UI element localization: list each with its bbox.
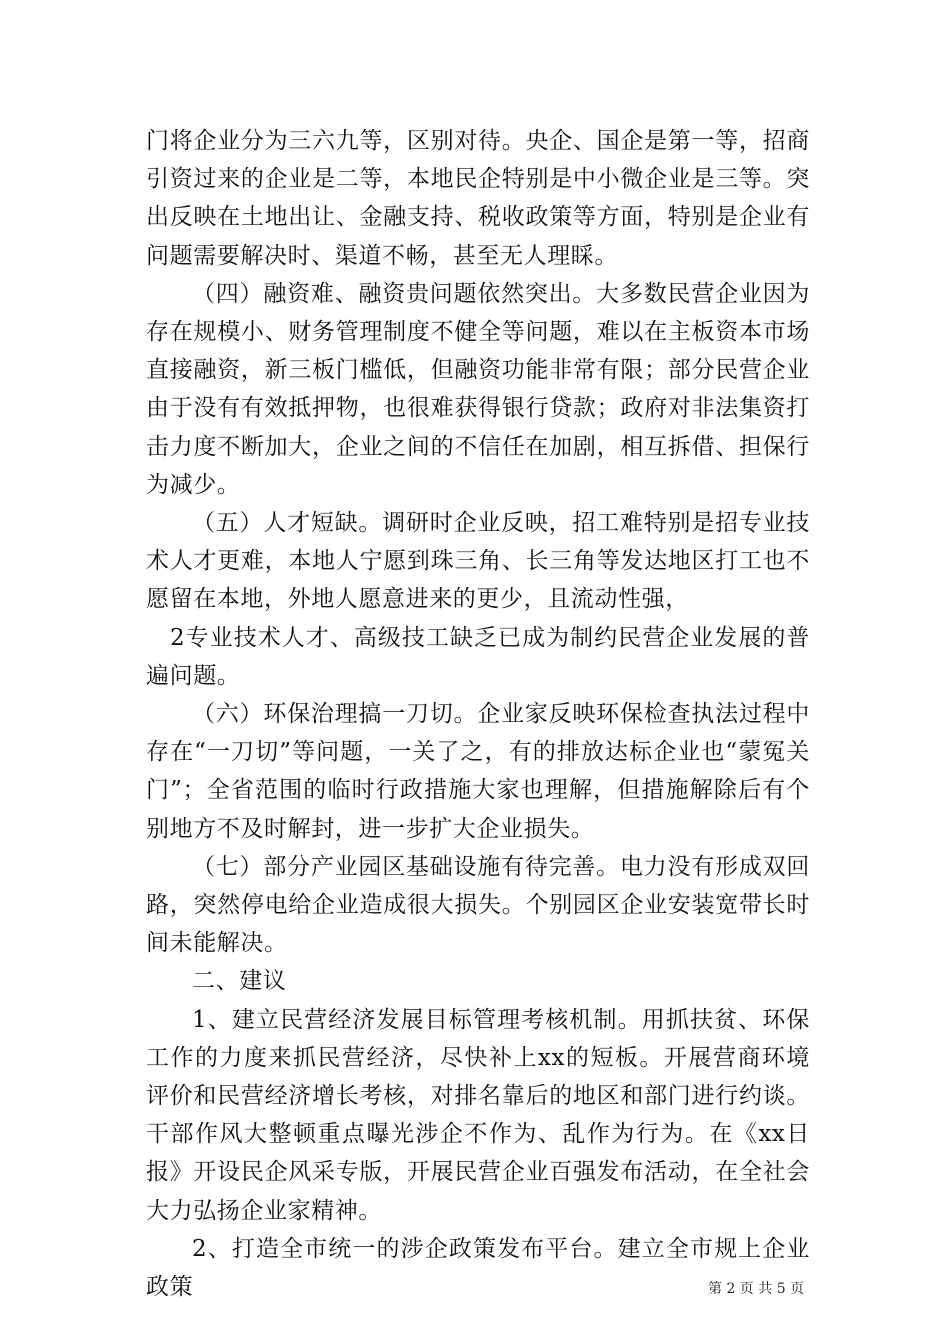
paragraph-financing: （四）融资难、融资贵问题依然突出。大多数民营企业因为存在规模小、财务管理制度不健全等问题，难以在主板资本市场直接融资，新三板门槛低，但融资功能非常有限；部分民营企业由于没有有效抵押物，也很难获得银行贷款；政府对非法集资打击力度不断加大，企业之间的不信任在加剧，相互拆借、担保行为减少。 [146, 280, 810, 498]
paragraph-talent-continued: 2专业技术人才、高级技工缺乏已成为制约民营企业发展的普遍问题。 [146, 624, 810, 689]
paragraph-continuation: 门将企业分为三六九等，区别对待。央企、国企是第一等，招商引资过来的企业是二等，本地民企特别是中小微企业是三等。突出反映在土地出让、金融支持、税收政策等方面，特别是企业有问题需要解决时、渠道不畅，甚至无人理睬。 [146, 128, 810, 269]
paragraph-environment: （六）环保治理搞一刀切。企业家反映环保检查执法过程中存在“一刀切”等问题，一关了之，有的排放达标企业也“蒙冤关门”；全省范围的临时行政措施大家也理解，但措施解除后有个别地方不及时解封，进一步扩大企业损失。 [146, 701, 810, 842]
page-number: 第 2 页 共 5 页 [708, 1281, 805, 1297]
paragraph-talent: （五）人才短缺。调研时企业反映，招工难特别是招专业技术人才更难，本地人宁愿到珠三角、长三角等发达地区打工也不愿留在本地，外地人愿意进来的更少，且流动性强， [146, 510, 810, 613]
paragraph-infrastructure: （七）部分产业园区基础设施有待完善。电力没有形成双回路，突然停电给企业造成很大损失。个别园区企业安装宽带长时间未能解决。 [146, 853, 810, 957]
document-body [146, 122, 810, 1306]
paragraph-suggestion-1: 1、建立民营经济发展目标管理考核机制。用抓扶贫、环保工作的力度来抓民营经济，尽快补上xx的短板。开展营商环境评价和民营经济增长考核，对排名靠后的地区和部门进行约谈。干部作风大整顿重点曝光涉企不作为、乱作为行为。在《xx日报》开设民企风采专版，开展民营企业百强发布活动，在全社会大力弘扬企业家精神。 [146, 1006, 810, 1224]
paragraph-suggestion-2: 2、打造全市统一的涉企政策发布平台。建立全市规上企业政策 [146, 1235, 810, 1301]
section-heading-suggestions: 二、建议 [192, 968, 287, 995]
